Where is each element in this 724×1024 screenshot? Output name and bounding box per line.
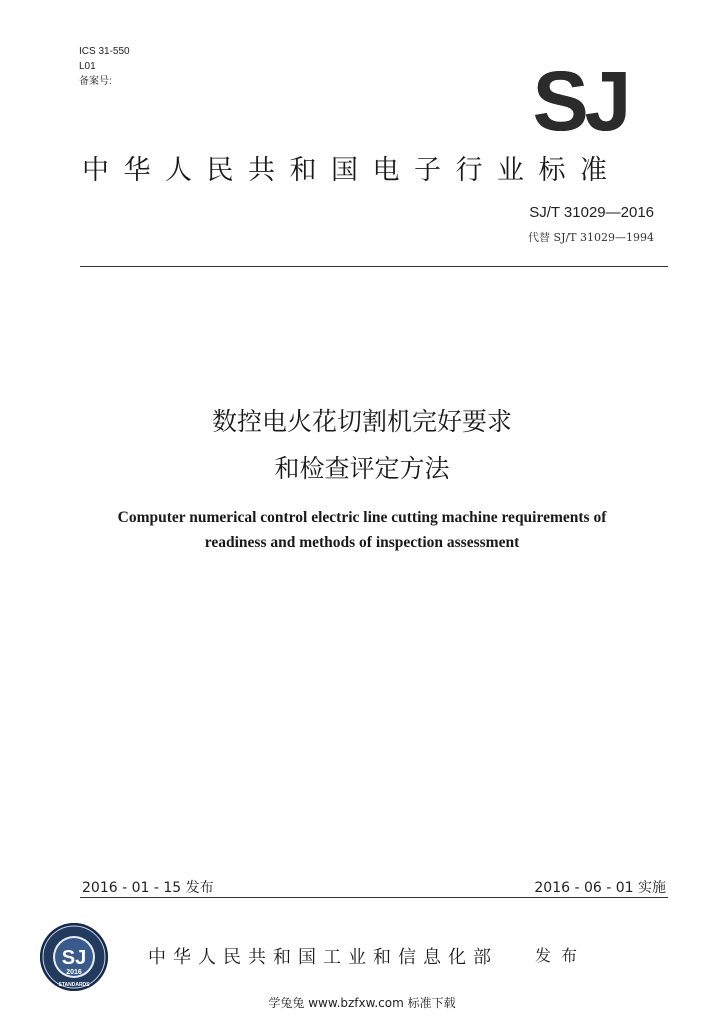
publish-label: 发布	[535, 946, 588, 965]
watermark-text: 学兔兔 www.bzfxw.com 标准下载	[268, 996, 456, 1010]
classification-code: L01	[79, 61, 96, 72]
replaces-standard: 代替 SJ/T 31029—1994	[528, 231, 654, 244]
meta-block	[79, 44, 130, 89]
english-title-line1: Computer numerical control electric line cutting machine requirements of	[117, 509, 607, 526]
english-title-line2: readiness and methods of inspection assessment	[204, 534, 520, 551]
sj-logo: SJ	[532, 54, 628, 148]
seal-text: SJ	[61, 947, 87, 969]
ministry-name: 中华人民共和国工业和信息化部	[148, 947, 498, 968]
chinese-title-line1: 数控电火花切割机完好要求	[211, 407, 512, 436]
ministry-seal-icon	[40, 923, 108, 991]
seal-year: 2016	[66, 969, 82, 976]
top-divider	[80, 266, 668, 267]
standard-number: SJ/T 31029—2016	[529, 204, 654, 221]
record-number-label: 备案号:	[79, 76, 112, 87]
issue-date: 2016 - 01 - 15 发布	[82, 880, 214, 896]
implementation-date: 2016 - 06 - 01 实施	[534, 880, 666, 896]
ics-code: ICS 31-550	[79, 46, 130, 57]
seal-bottom-text: STANDARDS	[58, 982, 90, 988]
chinese-title-line2: 和检查评定方法	[274, 454, 450, 483]
bottom-divider	[80, 897, 668, 898]
organization-title: 中华人民共和国电子行业标准	[82, 155, 622, 186]
